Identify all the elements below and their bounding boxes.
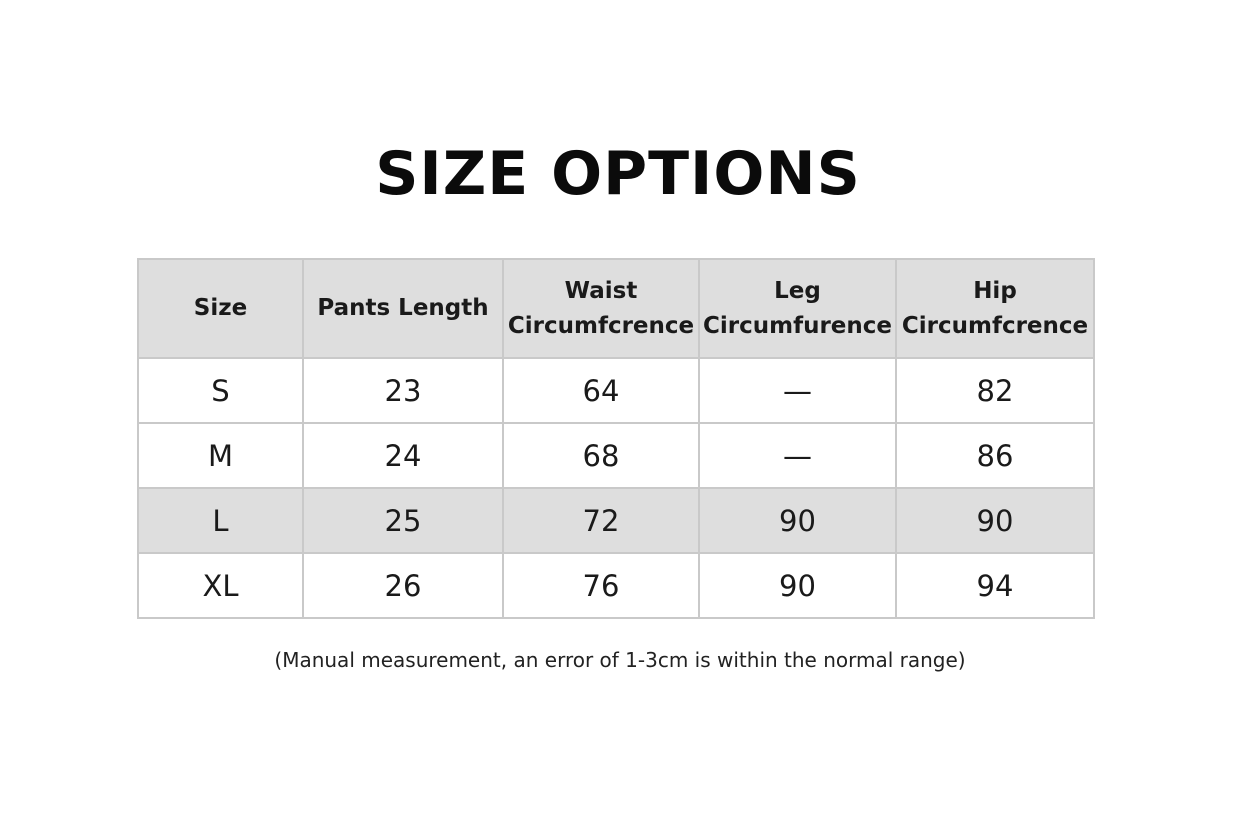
cell-pants-length: 26	[303, 553, 503, 618]
header-leg-line1: Leg	[774, 277, 821, 304]
cell-size: XL	[138, 553, 303, 618]
cell-pants-length: 23	[303, 358, 503, 423]
cell-leg: 90	[699, 553, 896, 618]
cell-leg: —	[699, 358, 896, 423]
cell-size: M	[138, 423, 303, 488]
size-chart-table	[137, 258, 1095, 619]
cell-hip: 94	[896, 553, 1094, 618]
measurement-note: (Manual measurement, an error of 1-3cm is within the normal range)	[274, 648, 966, 672]
header-waist-line1: Waist	[564, 277, 638, 304]
cell-hip: 90	[896, 488, 1094, 553]
cell-waist: 64	[503, 358, 699, 423]
header-pants-length	[303, 259, 503, 358]
table-row-xl	[138, 553, 1094, 618]
header-waist-line2: Circumfcrence	[507, 312, 695, 339]
table-row-m	[138, 423, 1094, 488]
cell-waist: 68	[503, 423, 699, 488]
cell-leg: 90	[699, 488, 896, 553]
table-row-s	[138, 358, 1094, 423]
cell-leg: —	[699, 423, 896, 488]
header-hip-line1: Hip	[973, 277, 1017, 304]
table-header-row	[138, 259, 1094, 358]
cell-waist: 76	[503, 553, 699, 618]
cell-pants-length: 25	[303, 488, 503, 553]
header-hip-circumference	[896, 259, 1094, 358]
header-leg-circumference	[699, 259, 896, 358]
header-size-label: Size	[193, 295, 248, 321]
cell-size: S	[138, 358, 303, 423]
header-waist-circumference	[503, 259, 699, 358]
header-size	[138, 259, 303, 358]
header-pants-length-label: Pants Length	[317, 295, 489, 321]
cell-hip: 82	[896, 358, 1094, 423]
cell-waist: 72	[503, 488, 699, 553]
table-row-l	[138, 488, 1094, 553]
page-title: SIZE OPTIONS	[375, 139, 861, 209]
cell-pants-length: 24	[303, 423, 503, 488]
header-hip-line2: Circumfcrence	[901, 312, 1089, 339]
cell-hip: 86	[896, 423, 1094, 488]
cell-size: L	[138, 488, 303, 553]
header-leg-line2: Circumfurence	[702, 312, 892, 339]
